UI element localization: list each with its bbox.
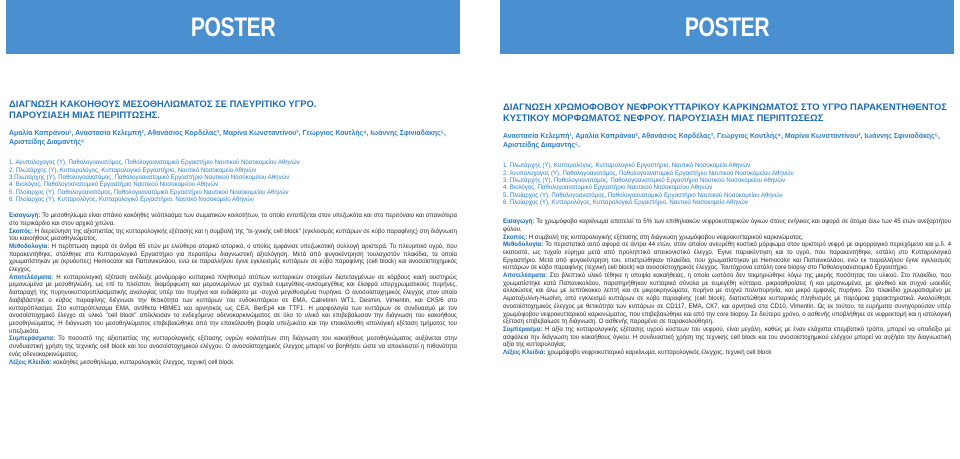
section-text: Το μεσοθηλίωμα είναι σπάνιο κακόηθες νεόπλασμα των σωματικών κοιλοτήτων, το οποίο εντοπίζεται στον υπεζωκότα και στο περιτόναιο και σπανιότερα στο περικάρδιο και στον αρχικό χιτώνα.: [9, 212, 457, 227]
affiliation-item: 6. Πλοίαρχος (Υ), Κυτταρολόγος, Κυτταρολογικό Εργαστήριο, Ναυτικό Νοσοκομείο Αθηνών: [503, 198, 748, 206]
section-introduction: [503, 218, 951, 233]
section-conclusions: [9, 335, 457, 358]
section-heading: Λέξεις Κλειδιά:: [503, 349, 546, 357]
section-conclusion: [503, 326, 951, 349]
section-text: Το χρωμόφοβο καρκίνωμα αποτελεί το 5% των επιθηλιακών νεφροκυτταρικών όγκων στους ενήλικες και αφορά σε άτομα άνω των 45 ετών ανεξαρτήτου φύλου.: [503, 218, 951, 233]
section-text: Η περίπτωση αφορά σε άνδρα 65 ετών με ελεύθερο ατομικό ιστορικό, ο οποίος εμφάνισε υπεζωκοτική συλλογή αριστερά. Το πλευριτικό υγρό, που παρακεντήθηκε, στάλθηκε στο Κυτταρολογικό Εργαστήριο για περαιτέρω διαγνωστική αξιολόγηση. Μετά από φυγοκέντρηση τουλαχιστόν πλακίδια, τα οποία χρωματίστηκαν με (κρυόυπες) Hemocolor και Παπανικολάου, ενώ εκ παραλλήλου έγινε εγκλεισμός κυττάρων σε κύβο παραφίνης (cell block) και ανοσοϊστοχημικός έλεγχος.: [9, 242, 457, 274]
section-text: Το ποσοστό της αξιοπιστίας της κυτταρολογικής εξέτασης υγρών κοιλοτήτων στη διάγνωση του κακοήθους μεσοθηλιώματος αυξάνεται στην συνδυαστική χρήση της τεχνικής cell block και του ανοσοϊστοχημικού ελέγχου. Ο ανοσοϊστοχημικός έλεγχος μπορεί να βοηθήσει ώστε να αποκλειστεί η πιθανότητα ενός αδενοκαρκινώματος.: [9, 335, 457, 358]
section-keywords: [503, 349, 951, 357]
affiliations: [9, 159, 457, 203]
affiliation-item: 4. Βιολόγος, Παθολογοανατομικό Εργαστήριο Ναυτικού Νοσοκομείου Αθηνών: [9, 181, 219, 189]
section-heading: Αποτελέσματα:: [9, 273, 54, 281]
title-line: ΠΑΡΟΥΣΙΑΣΗ ΜΙΑΣ ΠΕΡΙΠΤΩΣΗΣ.: [9, 108, 160, 120]
section-heading: Σκοπός:: [503, 233, 527, 241]
section-keywords: [9, 359, 457, 367]
section-text: Η συμβολή της κυτταρολογικής εξέτασης στη διάγνωση χρωμόφοβου νεφροκυτταρικού καρκινώματος.: [527, 233, 804, 241]
section-heading: Συμπέρασμα:: [503, 326, 543, 333]
affiliation-item: 3. Πλωτάρχης (Υ), Παθολογοανατόμος, Παθολογοανατομικό Εργαστήριο Ναυτικού Νοσοκομείου Αθηνών: [503, 176, 786, 184]
section-heading: Λέξεις Κλειδιά:: [9, 358, 52, 366]
abstract-title: [503, 102, 951, 123]
title-line: ΚΥΣΤΙΚΟΥ ΜΟΡΦΩΜΑΤΟΣ ΝΕΦΡΟΥ. ΠΑΡΟΥΣΙΑΣΗ ΜΙΑΣ ΠΕΡΙΠΤΩΣΕΩΣ: [503, 111, 824, 123]
section-text: Η διερεύνηση της αξιοπιστίας της κυτταρολογικής εξέτασης και η συμβολή της "τε-χνικής cell block" (εγκλεισμός κυττάρων σε κύβο παραφίνης) στη διάγνωση του κακοήθους μεσοθηλιώματος.: [9, 227, 457, 243]
section-heading: Σκοπός:: [9, 227, 33, 235]
authors: Αναστασία Κελεμπή¹, Αμαλία Καπράνου², Αθανάσιος Κορδέλας³, Γεώργιος Κουτλής⁴, Μαρίνα Κωνσταντίνου³, Ιωάννης Σφινιαδάκης⁵, Αριστείδης Διαμαντής⁶.: [503, 133, 940, 149]
section-results: [503, 272, 951, 326]
section-heading: Συμπεράσματα:: [9, 335, 55, 343]
affiliation-item: 3.Πλωτάρχης (Υ), Παθολογοανατόμος, Παθολογοανατομικό Εργαστήριο Ναυτικού Νοσοκομείου Αθηνών: [9, 173, 290, 181]
title-line: ΔΙΑΓΝΩΣΗ ΚΑΚΟΗΘΟΥΣ ΜΕΣΟΘΗΛΙΩΜΑΤΟΣ ΣΕ ΠΛΕΥΡΙΤΙΚΟ ΥΓΡΟ.: [9, 98, 317, 109]
abstract-title: [9, 99, 457, 120]
abstract-body: [9, 212, 457, 366]
affiliation-item: 5. Πλοίαρχος (Υ), Παθολογοανατόμος, Παθολογοανατομικό Εργαστήριο Ναυτικού Νοσοκομείου Αθηνών: [503, 191, 783, 199]
poster-left: [6, 0, 460, 459]
section-aim: [503, 234, 951, 242]
title-line: ΔΙΑΓΝΩΣΗ ΧΡΩΜΟΦΟΒΟΥ ΝΕΦΡΟΚΥΤΤΑΡΙΚΟΥ ΚΑΡΚΙΝΩΜΑΤΟΣ ΣΤΟ ΥΓΡΟ ΠΑΡΑΚΕΝΤΗΘΕΝΤΟΣ: [503, 101, 947, 112]
poster-banner-right: [500, 0, 954, 54]
section-methods: [503, 241, 951, 272]
section-text: χρωμόφοβο νεφροκυτταρικό καρκίνωμα, κυτταρολογικός έλεγχος, τεχνική cell block: [545, 349, 772, 357]
banner-label: POSTER: [684, 11, 770, 42]
section-heading: Μεθοδολογία:: [503, 241, 544, 249]
poster-right: [500, 0, 954, 459]
affiliation-item: 1. Ανυπολοχαγος (Υ), Παθολογοανατόμος, Παθολογοανατομικό Εργαστήριο Ναυτικού Νοσοκομείου Αθηνών: [9, 159, 300, 167]
section-text: Η αξία της κυτταρολογικής εξέτασης υγρού κύστεων του νεφρού, είναι μεγάλη, καθώς με έναν ελάχιστα επεμβατικό τρόπο, μπορεί να υποδείξει με ασφάλεια την διάγνωση του κακοήθους όγκου. Η συνδυαστική χρήση της τεχνικής cell block και του ανοσοϊστοχημικού ελέγχου μπορεί να αυξήσει την διαγνωστική αξία της κυτταρολογίας.: [503, 326, 951, 349]
section-heading: Μεθοδολογία:: [9, 242, 50, 250]
abstract-body: [503, 218, 951, 357]
section-text: Η κυτταρολογική εξέταση ανέδειξε μονόμορφο κυτταρικό πληθυσμό ατύπων κυτταρικών στοιχείων διατεταγμένων σε κόμβους και/ή αυστηρώς μεμονωμένα με μεσοθηλιώδη, ως επί το πλείστον, διαμόρφωση και μεμονωμένων με σχετικά ευμεγέθεις-ανισομεγέθεις και έλαφρά υπερχρωματικούς πυρήνες, διαταραχή της πυρηνοκυτταροπλασματικής αναλογίας υπέρ του πυρήνα και ευδιάκριτο με -συχνά μεγεθυσμένα πυρήνια. Ο ανοσοϊστοχημικός έλεγχος στον οποίο διαβιβάστηκε ο κύβος παραφίνης διέγνωσε την θετικότητα των κυττάρων του ενδοκυττάριου σε EMA, Calretinin WT1, Desmin, Vimentin, και CK5/6 στο κυτταρόπλασμα. Στο κυτταρόπλασμα EMA, αντίθετα HBME1 και αρνητικός ως CEA, BerEp4 και TTF1. Η μορφολογία των κυττάρων σε συνδυασμό με τον ανοσοϊστοχημικό έλεγχο σε υλικό "cell block" απέκλεισαν το ενδεχόμενο αδενοκαρκινώματος σε όλο το υλικό και επιβεβαίωσαν την διάγνωση του κακοήθους μεσοθηλιώματος. Η διάγνωση του μεσοθηλιώματος επιβεβαιώθηκε από την επακόλουθη βιοψία υπεζωκότα και την επακόλουθη ιστολογική εξέταση τμήματος του υπεζωκότα.: [9, 273, 457, 335]
affiliations: [503, 162, 951, 206]
affiliation-item: 2. Πλωτάρχης (Υ), Κυτταρολόγος, Κυτταρολογικό Εργαστήριο, Ναυτικό Νοσοκομείο Αθηνών: [9, 166, 257, 174]
section-aim: [9, 228, 457, 243]
affiliation-item: 6. Πλοίαρχος (Υ), Κυτταρολόγος, Κυτταρολογικό Εργαστήριο, Ναυτικό Νοσοκομείο Αθηνών: [9, 195, 254, 203]
affiliation-item: 5. Πλοίαρχος (Υ), Παθολογοανατόμος, Παθολογοανατομικό Εργαστήριο Ναυτικού Νοσοκομείου Αθηνών: [9, 188, 289, 196]
section-heading: Εισαγωγή:: [9, 212, 41, 220]
affiliation-item: 1. Πλωτάρχης (Υ), Κυτταρολόγος, Κυτταρολογικό Εργαστήριο, Ναυτικό Νοσοκομείο Αθηνών: [503, 162, 751, 170]
poster-banner-left: [6, 0, 460, 54]
affiliation-item: 2. Ανυπολοχαγος (Υ), Παθολογοανατόμος, Παθολογοανατομικό Εργαστήριο Ναυτικού Νοσοκομείου Αθηνών: [503, 169, 794, 177]
section-text: κακόηθες μεσοθηλίωμα, κυτταρολογικός έλεγχος, τεχνική cell block: [51, 358, 234, 366]
banner-label: POSTER: [190, 11, 276, 42]
section-heading: Αποτελέσματα:: [503, 272, 548, 280]
section-introduction: [9, 212, 457, 227]
affiliation-item: 4. Βιολόγος, Παθολογοανατομικό Εργαστήριο Ναυτικού Νοσοκομείου Αθηνών: [503, 184, 713, 192]
section-methods: [9, 243, 457, 274]
section-results: [9, 274, 457, 336]
section-text: Στο βλεπτικό υλικό τέθηκε η υποψία κακοήθειας, η οποία ωστόσο δεν τεκμηριώθηκε λόγω της μικρής ποσότητας του υλικού. Στο πλακίδιο, που χρωματίστηκε κατά Παπανικολάου, παρατηρήθηκαν κυτταρικά σύνολα με ευμεγέθη κύτταρα, μικροαθροίσεις ή και μεμονωμένα, με φλεθικό και συχνά ωοειδές αλλοιώσεις και άλω με λεπτόκοκκο λεπτή και σε μικροκρηνώματα, πυρήνα με συχνά πολυπυρηνία, και μικρό εμφανές πυρήνιο. Στο πλακίδιο χρωματισμένο με Αιματοξυλίνη-Ηωσίνη, από εγκλεισμό κυττάρων σε κύβο παραφίνης (cell block), διαπιστώθηκε κυτταρικός πληθυσμός με παρόμοια χαρακτηριστικά. Ακολούθησε ανοσοϊστοχημικός έλεγχος με θετικότητα των κυττάρων σε CD117, EMA, CK7, και αρνητικά στα CD10, Vimentin. Ως εκ τούτου, τα ευρήματα συνηγορούσαν υπέρ χρωμόφοβου νεφροκυτταρικού καρκινώματος, που επιβεβαιώθηκε και από την core biopsy. Σε δεύτερο χρόνο, ο ασθενής υποβλήθηκε σε νεφρεκτομή και η ιστολογική εξέταση επιβεβαίωσε τη διάγνωση. Ο ασθενής παραμένει σε παρακολούθηση.: [503, 272, 951, 326]
authors: Αμαλία Καπράνου¹, Αναστασία Κελεμπή², Αθανάσιος Κορδέλας³, Μαρίνα Κωνσταντίνου³, Γεώργιος Κουτλής⁴, Ιωάννης Σφινιαδάκης⁵, Αριστείδης Διαμαντής⁶: [9, 130, 446, 146]
section-text: Το περιστατικό αυτό αφορά σε άντρα 44 ετών, στον οποίον ανευρέθη κυστικό μόρφωμα στον αριστερό νεφρό με αιμορραγικό περιεχόμενο και μ.δ. 4 εκατοστά, ως τυχαίο εύρημα μετά από προληπτικό απεικονιστικό έλεγχο. Έγινε παρακέντηση και το υγρό, που παρακεντήθηκε, εστάλη στο Κυτταρολογικό Εργαστήριο. Μετά από φυγοκέντρηση του, επιστρώθηκαν πλακίδια, που χρωματίστηκαν με Hemocolor και Παπανικολάου, ενώ εκ παραλλήλου έγινε εγκλεισμός κυττάρων σε κύβο παραφίνης (τεχνική cell block) και ανοσοϊστοχημικός έλεγχος. Ταυτόχρονα εστάλη core biopsy στο Παθολογοανατομικό Εργαστήριο.: [503, 241, 951, 272]
section-heading: Εισαγωγή:: [503, 218, 535, 226]
